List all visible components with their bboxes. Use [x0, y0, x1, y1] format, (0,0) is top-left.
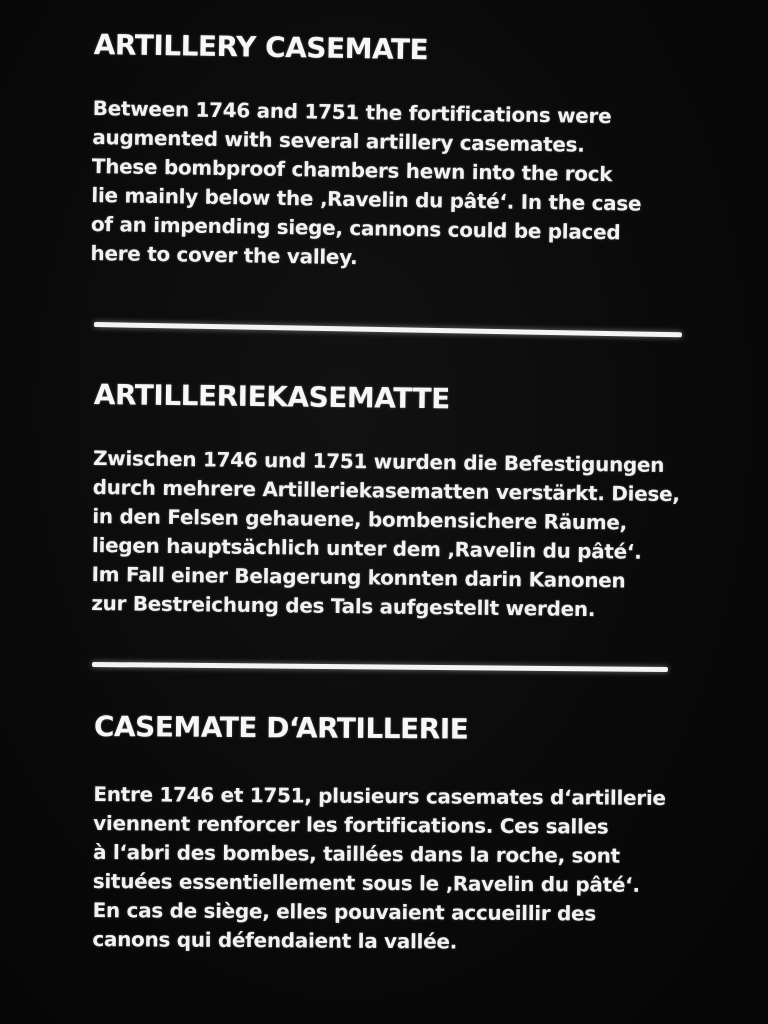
section-divider: [94, 322, 682, 337]
german-body-text: Zwischen 1746 und 1751 wurden die Befestigungen durch mehrere Artilleriekasematten verstärkt. Diese, in den Felsen gehauene, bombensichere Räume, liegen hauptsächlich unter dem ‚Ravelin du pâté‘. Im Fall einer Belagerung konnten darin Kanonen zur Bestreichung des Tals aufgestellt werden.: [91, 445, 680, 622]
french-body-text: Entre 1746 et 1751, plusieurs casemates d‘artillerie viennent renforcer les fortifications. Ces salles à l‘abri des bombes, taillées dans la roche, sont situées essentiellement sous le ‚Ravelin du pâté‘. En cas de siège, elles pouvaient accueillir des canons qui défendaient la vallée.: [92, 781, 666, 954]
section-divider: [92, 662, 668, 672]
german-section: [91, 380, 694, 625]
english-section: [90, 30, 694, 277]
french-heading: CASEMATE D‘ARTILLERIE: [93, 710, 469, 746]
english-heading: ARTILLERY CASEMATE: [93, 28, 429, 67]
english-body-text: Between 1746 and 1751 the fortifications were augmented with several artillery casemates. These bombproof chambers hewn into the rock lie mainly below the ‚Ravelin du pâté‘. In the case of an impending siege, cannons could be placed here to cover the valley.: [90, 95, 642, 270]
german-heading: ARTILLERIEKASEMATTE: [93, 378, 450, 416]
french-section: [92, 712, 694, 958]
